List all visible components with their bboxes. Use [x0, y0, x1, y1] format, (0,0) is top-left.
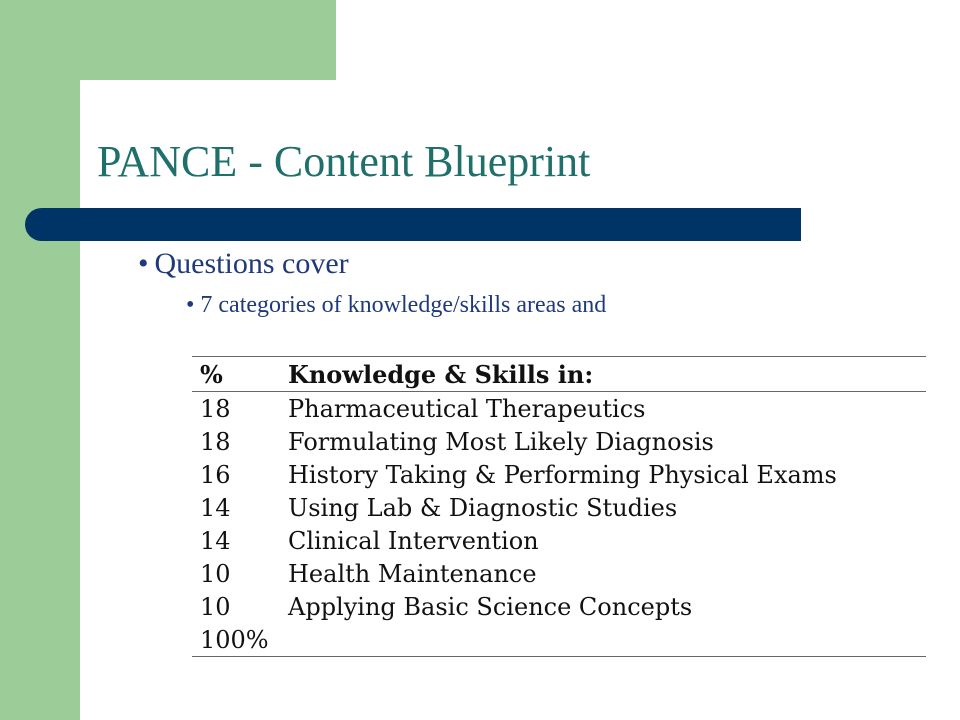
cell-area: Applying Basic Science Concepts: [288, 592, 693, 621]
cell-area: History Taking & Performing Physical Exams: [288, 460, 837, 489]
header-knowledge-skills: Knowledge & Skills in:: [280, 357, 926, 392]
cell-percent: 18: [200, 427, 231, 456]
slide-title: PANCE - Content Blueprint: [97, 137, 591, 186]
header-percent: %: [192, 357, 280, 392]
table-row: [192, 491, 926, 524]
cell-area: Pharmaceutical Therapeutics: [288, 394, 646, 423]
cell-area: Formulating Most Likely Diagnosis: [288, 427, 714, 456]
bullet-dot: •: [186, 292, 195, 318]
cell-percent: 14: [200, 493, 231, 522]
table-row: [192, 524, 926, 557]
table-total-row: [192, 623, 926, 657]
cell-percent: 16: [200, 460, 231, 489]
table-row: [192, 425, 926, 458]
bullet-categories: [186, 290, 606, 320]
cell-percent: 18: [200, 394, 231, 423]
table-row: [192, 590, 926, 623]
cell-area: [280, 623, 926, 657]
bullet-questions-cover: [138, 246, 349, 282]
bullet-text: Questions cover: [154, 247, 349, 280]
cell-total-percent: 100%: [200, 625, 269, 654]
bullet-text: 7 categories of knowledge/skills areas and: [200, 292, 607, 318]
cell-area: Clinical Intervention: [288, 526, 539, 555]
cell-area: Health Maintenance: [288, 559, 537, 588]
cell-percent: 10: [200, 559, 231, 588]
cell-percent: 10: [200, 592, 231, 621]
green-top-block: [0, 0, 336, 80]
table-row: [192, 458, 926, 491]
cell-percent: 14: [200, 526, 231, 555]
title-underline-bar: [25, 208, 801, 241]
green-side-strip: [0, 0, 80, 720]
table-row: [192, 557, 926, 590]
table-header-row: [192, 357, 926, 392]
cell-area: Using Lab & Diagnostic Studies: [288, 493, 678, 522]
bullet-dot: •: [138, 247, 149, 280]
content-blueprint-table: [192, 356, 926, 657]
table-row: [192, 392, 926, 426]
